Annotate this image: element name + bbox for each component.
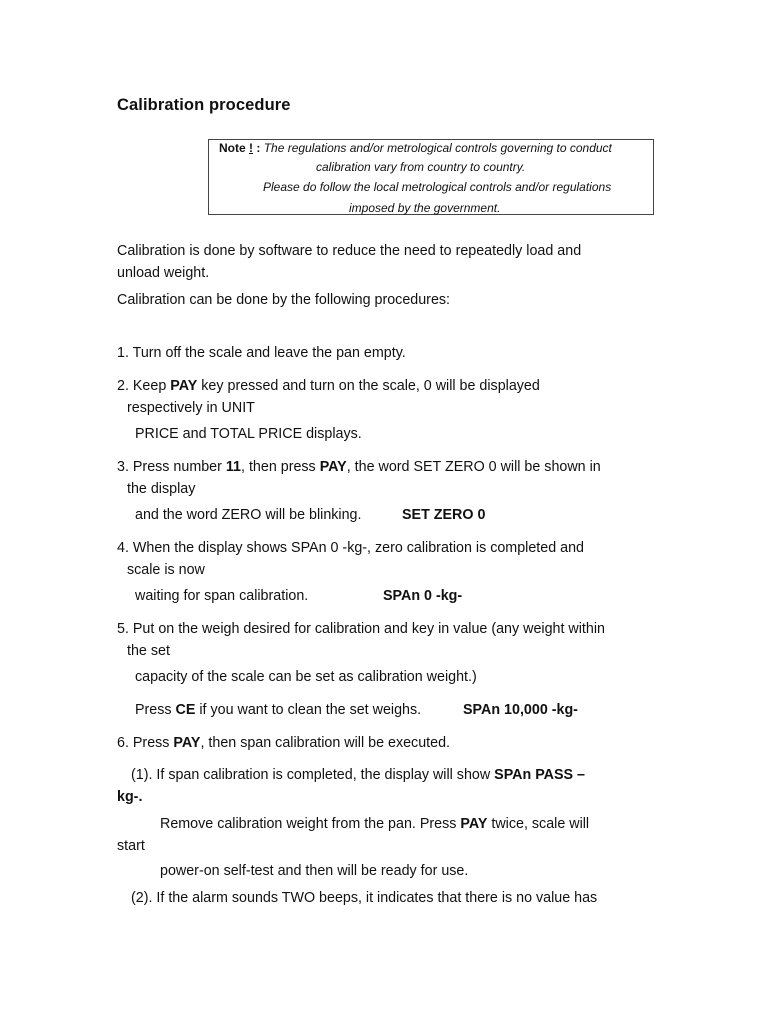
step-2-cont2: PRICE and TOTAL PRICE displays.	[135, 426, 362, 442]
step-6-sub1-line3: power-on self-test and then will be ready for use.	[160, 863, 469, 879]
step-3-key: PAY	[319, 459, 347, 475]
note-line-2: calibration vary from country to country.	[316, 160, 526, 174]
step-6-sub1-cont-text: kg-.	[117, 789, 143, 805]
step-2-post: key pressed and turn on the scale, 0 will be displayed	[197, 378, 540, 394]
step-3-display	[402, 507, 485, 523]
step-4: 4. When the display shows SPAn 0 -kg-, zero calibration is completed and	[117, 540, 585, 556]
page-title: Calibration procedure	[117, 96, 291, 114]
step-4-cont: scale is now	[127, 562, 205, 578]
step-6-sub1-line2	[160, 816, 589, 832]
note-line-4: imposed by the government.	[349, 201, 501, 215]
step-6-post: , then span calibration will be executed.	[200, 735, 451, 751]
step-3-number: 11	[225, 459, 241, 475]
note-bang: !	[249, 141, 254, 155]
step-5-cont: the set	[127, 643, 170, 659]
step-6-sub1-line2-key: PAY	[460, 816, 488, 832]
note-line-1	[219, 141, 612, 155]
step-6-sub1-display: SPAn PASS –	[494, 767, 585, 783]
step-2-cont: respectively in UNIT	[127, 400, 255, 416]
intro-line-2: unload weight.	[117, 265, 210, 281]
step-5-press-post: if you want to clean the set weighs.	[195, 702, 422, 718]
intro-line-1: Calibration is done by software to reduce the need to repeatedly load and	[117, 243, 582, 259]
step-3-cont2: and the word ZERO will be blinking.	[135, 507, 362, 523]
step-5-press	[135, 702, 421, 718]
step-3	[117, 459, 601, 475]
intro-line-3: Calibration can be done by the following procedures:	[117, 292, 451, 308]
step-2	[117, 378, 540, 394]
step-5-press-pre: Press	[135, 702, 176, 718]
step-5-press-key: CE	[175, 702, 196, 718]
step-4-display	[383, 588, 462, 604]
step-6-sub1	[131, 767, 585, 783]
step-6-sub2: (2). If the alarm sounds TWO beeps, it indicates that there is no value has	[131, 890, 598, 906]
step-6-key: PAY	[173, 735, 201, 751]
step-3-pre: 3. Press number	[117, 459, 226, 475]
step-6-sub1-line2-post: twice, scale will	[487, 816, 590, 832]
step-5-display-text: SPAn 10,000 -kg-	[463, 702, 578, 718]
note-label: Note	[219, 141, 246, 155]
step-3-cont: the display	[127, 481, 196, 497]
step-3-mid: , then press	[241, 459, 320, 475]
step-6-sub1-line2-cont: start	[117, 838, 145, 854]
step-3-display-text: SET ZERO 0	[402, 507, 486, 523]
note-line-3: Please do follow the local metrological controls and/or regulations	[263, 180, 612, 194]
note-text-1: The regulations and/or metrological controls governing to conduct	[260, 141, 612, 155]
step-6-sub1-cont	[117, 789, 142, 805]
step-5-display	[463, 702, 578, 718]
step-6-sub1-line2-pre: Remove calibration weight from the pan. Press	[160, 816, 461, 832]
step-2-pre: 2. Keep	[117, 378, 171, 394]
step-3-post: , the word SET ZERO 0 will be shown in	[346, 459, 601, 475]
step-5: 5. Put on the weigh desired for calibration and key in value (any weight within	[117, 621, 605, 637]
note-colon: :	[253, 141, 261, 155]
step-6-pre: 6. Press	[117, 735, 174, 751]
step-1: 1. Turn off the scale and leave the pan empty.	[117, 345, 406, 361]
step-6-sub1-pre: (1). If span calibration is completed, the display will show	[131, 767, 495, 783]
step-6	[117, 735, 450, 751]
note-box	[208, 139, 654, 215]
step-4-cont2: waiting for span calibration.	[135, 588, 309, 604]
step-5-cont2: capacity of the scale can be set as calibration weight.)	[135, 669, 477, 685]
step-4-display-text: SPAn 0 -kg-	[383, 588, 463, 604]
step-2-key: PAY	[170, 378, 198, 394]
